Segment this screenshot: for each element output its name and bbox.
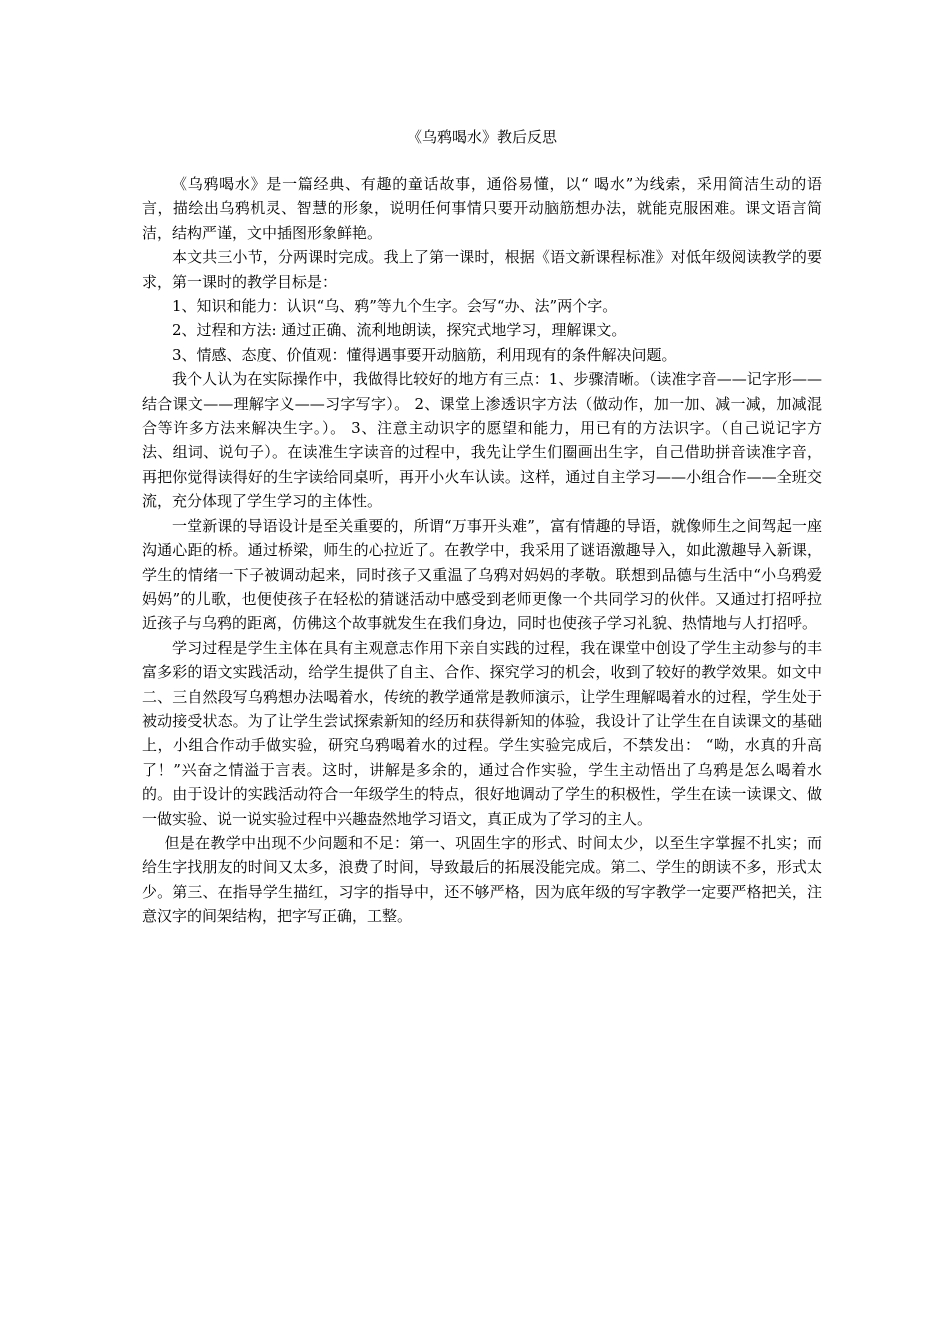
paragraph-strengths: 我个人认为在实际操作中，我做得比较好的地方有三点：1、步骤清晰。（读准字音——记字形——结合课文——理解字义——习字写字）。 2、课堂上渗透识字方法（做动作，加一加、减一减，加减混合等许多方法来解决生字。）。 3、注意主动识字的愿望和能力，用已有的方法识字。（自己说记字方法、组词、说句子）。在读准生字读音的过程中，我先让学生们圈画出生字，自己借助拼音读准字音，再把你觉得读得好的生字读给同桌听，再开小火车认读。这样，通过自主学习——小组合作——全班交流，充分体现了学生学习的主体性。 (142, 370, 822, 511)
paragraph-lesson-plan: 本文共三小节，分两课时完成。我上了第一课时，根据《语文新课程标准》对低年级阅读教学的要求，第一课时的教学目标是： (142, 248, 822, 291)
paragraph-introduction-design: 一堂新课的导语设计是至关重要的，所谓“万事开头难”，富有情趣的导语，就像师生之间驾起一座沟通心距的桥。通过桥梁，师生的心拉近了。在教学中，我采用了谜语激趣导入，如此激趣导入新课，学生的情绪一下子被调动起来，同时孩子又重温了乌鸦对妈妈的孝敬。联想到品德与生活中“小乌鸦爱妈妈”的儿歌，也便使孩子在轻松的猜谜活动中感受到老师更像一个共同学习的伙伴。又通过打招呼拉近孩子与乌鸦的距离，仿佛这个故事就发生在我们身边，同时也使孩子学习礼貌、热情地与人打招呼。 (142, 516, 822, 633)
paragraph-goal-process: 2、过程和方法: 通过正确、流利地朗读，探究式地学习，理解课文。 (172, 321, 627, 340)
paragraph-shortcomings: 但是在教学中出现不少问题和不足：第一、巩固生字的形式、时间太少，以至生字掌握不扎实；而给生字找朋友的时间又太多，浪费了时间，导致最后的拓展没能完成。第二、学生的朗读不多，形式太少。第三、在指导学生描红，习字的指导中，还不够严格，因为底年级的写字教学一定要严格把关，注意汉字的间架结构，把字写正确，工整。 (142, 833, 822, 926)
document-page (142, 122, 822, 929)
paragraph-goal-knowledge: 1、知识和能力：认识“乌、鸦”等九个生字。会写“办、法”两个字。 (172, 297, 618, 316)
paragraph-learning-process: 学习过程是学生主体在具有主观意志作用下亲自实践的过程，我在课堂中创设了学生主动参与的丰富多彩的语文实践活动，给学生提供了自主、合作、探究学习的机会，收到了较好的教学效果。如文中二、三自然段写乌鸦想办法喝着水，传统的教学通常是教师演示，让学生理解喝着水的过程，学生处于被动接受状态。为了让学生尝试探索新知的经历和获得新知的体验，我设计了让学生在自读课文的基础上，小组合作动手做实验，研究乌鸦喝着水的过程。学生实验完成后，不禁发出： “呦，水真的升高了！”兴奋之情溢于言表。这时，讲解是多余的，通过合作实验，学生主动悟出了乌鸦是怎么喝着水的。由于设计的实践活动符合一年级学生的特点，很好地调动了学生的积极性，学生在读一读课文、做一做实验、说一说实验过程中兴趣盎然地学习语文，真正成为了学习的主人。 (142, 638, 822, 828)
paragraph-intro: 《乌鸦喝水》是一篇经典、有趣的童话故事，通俗易懂，以“ 喝水”为线索，采用简洁生动的语言，描绘出乌鸦机灵、智慧的形象，说明任何事情只要开动脑筋想办法，就能克服困难。课文语言简洁，结构严谨，文中插图形象鲜艳。 (142, 175, 822, 242)
document-title: 《乌鸦喝水》教后反思 (406, 128, 557, 146)
paragraph-goal-attitude: 3、情感、态度、价值观：懂得遇事要开动脑筋，利用现有的条件解决问题。 (172, 345, 677, 364)
